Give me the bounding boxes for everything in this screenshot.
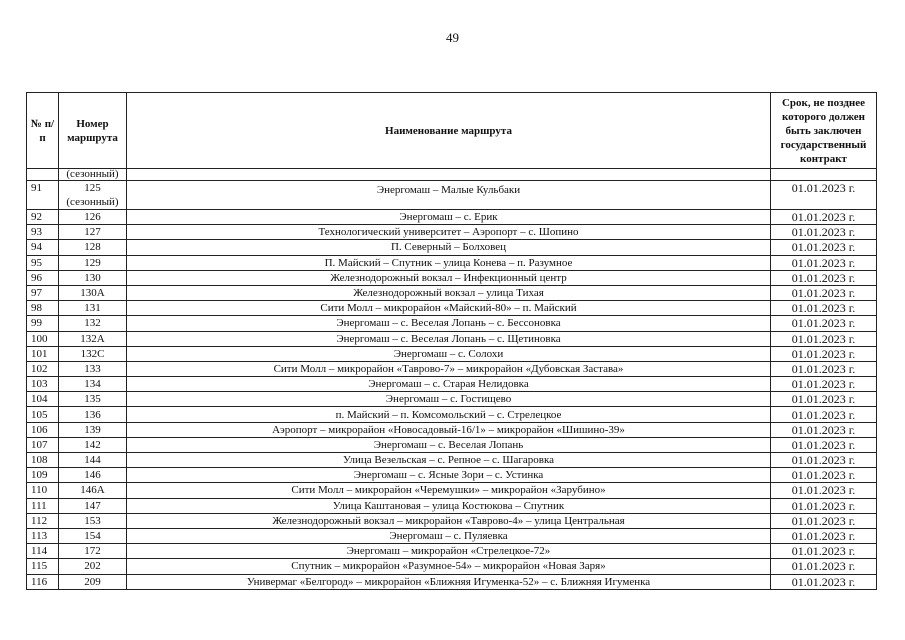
row-deadline: 01.01.2023 г. bbox=[771, 437, 877, 452]
row-route-number: 144 bbox=[59, 453, 127, 468]
row-route-number: 209 bbox=[59, 574, 127, 589]
row-route-name: Железнодорожный вокзал – Инфекционный центр bbox=[127, 270, 771, 285]
row-num: 113 bbox=[27, 528, 59, 543]
table-row bbox=[27, 210, 877, 225]
row-num: 102 bbox=[27, 361, 59, 376]
row-deadline: 01.01.2023 г. bbox=[771, 422, 877, 437]
row-route-number: 136 bbox=[59, 407, 127, 422]
row-deadline: 01.01.2023 г. bbox=[771, 528, 877, 543]
table-row bbox=[27, 301, 877, 316]
row-route-name: Энергомаш – микрорайон «Стрелецкое-72» bbox=[127, 544, 771, 559]
row-num: 114 bbox=[27, 544, 59, 559]
row-deadline: 01.01.2023 г. bbox=[771, 255, 877, 270]
row-route-name: Универмаг «Белгород» – микрорайон «Ближняя Игуменка-52» – с. Ближняя Игуменка bbox=[127, 574, 771, 589]
row-num: 107 bbox=[27, 437, 59, 452]
table-row bbox=[27, 468, 877, 483]
row-route-number: 126 bbox=[59, 210, 127, 225]
table-row bbox=[27, 498, 877, 513]
row-route-number: 139 bbox=[59, 422, 127, 437]
row-num: 99 bbox=[27, 316, 59, 331]
row-num: 100 bbox=[27, 331, 59, 346]
table-row bbox=[27, 483, 877, 498]
row-route-number: 172 bbox=[59, 544, 127, 559]
row-route-name: Сити Молл – микрорайон «Таврово-7» – микрорайон «Дубовская Застава» bbox=[127, 361, 771, 376]
route-number-value: 125 bbox=[84, 182, 101, 194]
row-route-name: Железнодорожный вокзал – микрорайон «Таврово-4» – улица Центральная bbox=[127, 513, 771, 528]
row-deadline: 01.01.2023 г. bbox=[771, 483, 877, 498]
row-deadline: 01.01.2023 г. bbox=[771, 498, 877, 513]
continuation-num bbox=[27, 169, 59, 181]
table-row bbox=[27, 331, 877, 346]
row-num: 98 bbox=[27, 301, 59, 316]
row-num: 106 bbox=[27, 422, 59, 437]
row-deadline: 01.01.2023 г. bbox=[771, 513, 877, 528]
row-deadline: 01.01.2023 г. bbox=[771, 240, 877, 255]
row-deadline: 01.01.2023 г. bbox=[771, 270, 877, 285]
row-num: 111 bbox=[27, 498, 59, 513]
row-num: 115 bbox=[27, 559, 59, 574]
row-deadline: 01.01.2023 г. bbox=[771, 301, 877, 316]
row-num: 104 bbox=[27, 392, 59, 407]
table-row bbox=[27, 255, 877, 270]
row-route-name: Энергомаш – с. Гостищево bbox=[127, 392, 771, 407]
row-route-name: Энергомаш – с. Ясные Зори – с. Устинка bbox=[127, 468, 771, 483]
row-route-number: 142 bbox=[59, 437, 127, 452]
row-deadline: 01.01.2023 г. bbox=[771, 225, 877, 240]
continuation-row bbox=[27, 169, 877, 181]
table-header-row bbox=[27, 93, 877, 169]
row-route-name: Энергомаш – с. Пуляевка bbox=[127, 528, 771, 543]
table-row bbox=[27, 285, 877, 300]
table-row bbox=[27, 453, 877, 468]
table-row bbox=[27, 377, 877, 392]
row-route-number: 127 bbox=[59, 225, 127, 240]
header-route-name: Наименование маршрута bbox=[127, 93, 771, 169]
row-route-name: Спутник – микрорайон «Разумное-54» – микрорайон «Новая Заря» bbox=[127, 559, 771, 574]
row-deadline: 01.01.2023 г. bbox=[771, 392, 877, 407]
row-route-number: 147 bbox=[59, 498, 127, 513]
row-route-number: 132С bbox=[59, 346, 127, 361]
header-num: № п/п bbox=[27, 93, 59, 169]
row-num: 94 bbox=[27, 240, 59, 255]
table-row bbox=[27, 407, 877, 422]
continuation-name bbox=[127, 169, 771, 181]
row-route-number bbox=[59, 181, 127, 210]
table-row bbox=[27, 422, 877, 437]
table-row bbox=[27, 544, 877, 559]
row-num: 97 bbox=[27, 285, 59, 300]
header-deadline: Срок, не позднее которого должен быть заключен государственный контракт bbox=[771, 93, 877, 169]
row-num: 116 bbox=[27, 574, 59, 589]
row-route-name: Энергомаш – с. Солохи bbox=[127, 346, 771, 361]
row-route-name: Улица Каштановая – улица Костюкова – Спутник bbox=[127, 498, 771, 513]
row-deadline: 01.01.2023 г. bbox=[771, 285, 877, 300]
table-row bbox=[27, 316, 877, 331]
row-deadline: 01.01.2023 г. bbox=[771, 181, 877, 210]
table-row bbox=[27, 528, 877, 543]
row-route-number: 202 bbox=[59, 559, 127, 574]
row-route-name: Улица Везельская – с. Репное – с. Шагаровка bbox=[127, 453, 771, 468]
row-num: 91 bbox=[27, 181, 59, 210]
page-number: 49 bbox=[446, 30, 459, 45]
row-route-number: 133 bbox=[59, 361, 127, 376]
row-route-name: Энергомаш – с. Ерик bbox=[127, 210, 771, 225]
row-route-name: Сити Молл – микрорайон «Майский-80» – п. Майский bbox=[127, 301, 771, 316]
row-route-number: 131 bbox=[59, 301, 127, 316]
row-num: 103 bbox=[27, 377, 59, 392]
row-route-name: Железнодорожный вокзал – улица Тихая bbox=[127, 285, 771, 300]
row-route-number: 135 bbox=[59, 392, 127, 407]
row-num: 96 bbox=[27, 270, 59, 285]
table-row bbox=[27, 559, 877, 574]
table-row bbox=[27, 513, 877, 528]
row-num: 108 bbox=[27, 453, 59, 468]
table-row bbox=[27, 437, 877, 452]
row-deadline: 01.01.2023 г. bbox=[771, 574, 877, 589]
row-num: 95 bbox=[27, 255, 59, 270]
table-row bbox=[27, 346, 877, 361]
row-deadline: 01.01.2023 г. bbox=[771, 210, 877, 225]
row-deadline: 01.01.2023 г. bbox=[771, 316, 877, 331]
row-route-number: 130 bbox=[59, 270, 127, 285]
row-num: 101 bbox=[27, 346, 59, 361]
row-route-number: 130А bbox=[59, 285, 127, 300]
row-route-number: 153 bbox=[59, 513, 127, 528]
row-num: 93 bbox=[27, 225, 59, 240]
row-deadline: 01.01.2023 г. bbox=[771, 407, 877, 422]
table-row bbox=[27, 270, 877, 285]
row-deadline: 01.01.2023 г. bbox=[771, 453, 877, 468]
row-deadline: 01.01.2023 г. bbox=[771, 544, 877, 559]
row-route-name: Энергомаш – с. Веселая Лопань – с. Бессоновка bbox=[127, 316, 771, 331]
continuation-deadline bbox=[771, 169, 877, 181]
row-route-number: 129 bbox=[59, 255, 127, 270]
row-deadline: 01.01.2023 г. bbox=[771, 346, 877, 361]
row-deadline: 01.01.2023 г. bbox=[771, 559, 877, 574]
row-route-name: Энергомаш – Малые Кульбаки bbox=[127, 181, 771, 210]
row-num: 92 bbox=[27, 210, 59, 225]
table-row bbox=[27, 181, 877, 210]
row-route-number: 128 bbox=[59, 240, 127, 255]
table-row bbox=[27, 225, 877, 240]
row-route-name: Аэропорт – микрорайон «Новосадовый-16/1» – микрорайон «Шишино-39» bbox=[127, 422, 771, 437]
row-num: 109 bbox=[27, 468, 59, 483]
route-number-note: (сезонный) bbox=[66, 196, 119, 208]
table-row bbox=[27, 361, 877, 376]
row-route-name: Энергомаш – с. Веселая Лопань – с. Щетиновка bbox=[127, 331, 771, 346]
row-route-number: 146 bbox=[59, 468, 127, 483]
header-route-number: Номер маршрута bbox=[59, 93, 127, 169]
row-num: 105 bbox=[27, 407, 59, 422]
row-route-name: Энергомаш – с. Веселая Лопань bbox=[127, 437, 771, 452]
table-row bbox=[27, 240, 877, 255]
row-route-number: 134 bbox=[59, 377, 127, 392]
row-route-number: 146А bbox=[59, 483, 127, 498]
row-route-number: 132 bbox=[59, 316, 127, 331]
row-route-name: Энергомаш – с. Старая Нелидовка bbox=[127, 377, 771, 392]
row-num: 110 bbox=[27, 483, 59, 498]
row-deadline: 01.01.2023 г. bbox=[771, 377, 877, 392]
row-route-name: П. Майский – Спутник – улица Конева – п. Разумное bbox=[127, 255, 771, 270]
row-deadline: 01.01.2023 г. bbox=[771, 331, 877, 346]
row-route-name: п. Майский – п. Комсомольский – с. Стрелецкое bbox=[127, 407, 771, 422]
row-deadline: 01.01.2023 г. bbox=[771, 468, 877, 483]
row-route-name: П. Северный – Болховец bbox=[127, 240, 771, 255]
routes-table bbox=[26, 92, 877, 590]
continuation-route-note: (сезонный) bbox=[59, 169, 127, 181]
row-route-number: 154 bbox=[59, 528, 127, 543]
row-deadline: 01.01.2023 г. bbox=[771, 361, 877, 376]
row-num: 112 bbox=[27, 513, 59, 528]
table-row bbox=[27, 392, 877, 407]
row-route-number: 132А bbox=[59, 331, 127, 346]
table-row bbox=[27, 574, 877, 589]
row-route-name: Технологический университет – Аэропорт – с. Шопино bbox=[127, 225, 771, 240]
row-route-name: Сити Молл – микрорайон «Черемушки» – микрорайон «Зарубино» bbox=[127, 483, 771, 498]
